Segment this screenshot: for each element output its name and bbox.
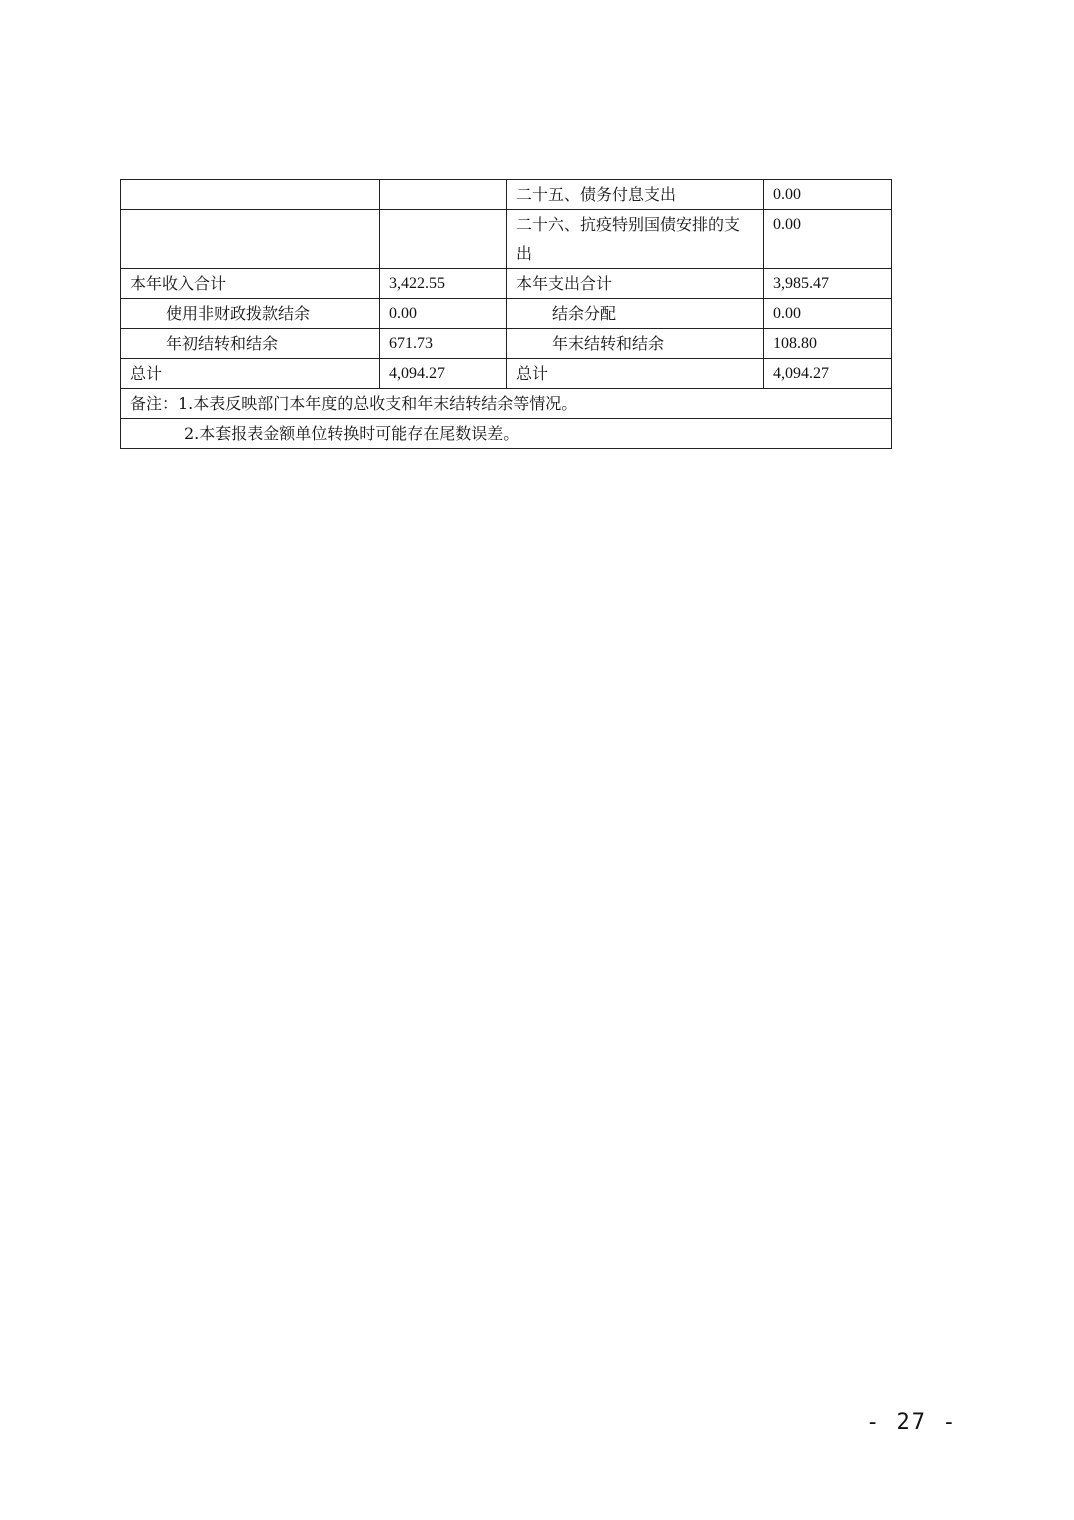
table-note: 2.本套报表金额单位转换时可能存在尾数误差。 [121, 419, 892, 449]
cell-value: 3,422.55 [380, 269, 507, 299]
cell-value: 108.80 [764, 329, 892, 359]
cell-value: 4,094.27 [380, 359, 507, 389]
row-label: 总计 [507, 359, 764, 389]
row-label: 使用非财政拨款结余 [121, 299, 380, 329]
table-row [121, 210, 892, 269]
cell-value: 0.00 [764, 299, 892, 329]
row-label: 本年支出合计 [507, 269, 764, 299]
cell-value [380, 180, 507, 210]
cell-value: 4,094.27 [764, 359, 892, 389]
table-row [121, 180, 892, 210]
row-label: 年末结转和结余 [507, 329, 764, 359]
summary-table [120, 179, 892, 449]
cell-value: 0.00 [764, 180, 892, 210]
cell-value [380, 210, 507, 269]
table-row [121, 269, 892, 299]
page-number: - 27 - [866, 1410, 958, 1435]
row-label: 总计 [121, 359, 380, 389]
cell-value: 0.00 [764, 210, 892, 269]
cell-value: 3,985.47 [764, 269, 892, 299]
cell-value: 0.00 [380, 299, 507, 329]
row-label: 年初结转和结余 [121, 329, 380, 359]
row-label: 二十六、抗疫特别国债安排的支出 [507, 210, 764, 269]
table-note: 备注：1.本表反映部门本年度的总收支和年末结转结余等情况。 [121, 389, 892, 419]
row-label [121, 210, 380, 269]
row-label [121, 180, 380, 210]
table-row [121, 359, 892, 389]
cell-value: 671.73 [380, 329, 507, 359]
row-label: 本年收入合计 [121, 269, 380, 299]
table-note-row [121, 389, 892, 419]
table-row [121, 299, 892, 329]
table-note-row [121, 419, 892, 449]
row-label: 结余分配 [507, 299, 764, 329]
row-label: 二十五、债务付息支出 [507, 180, 764, 210]
table-row [121, 329, 892, 359]
